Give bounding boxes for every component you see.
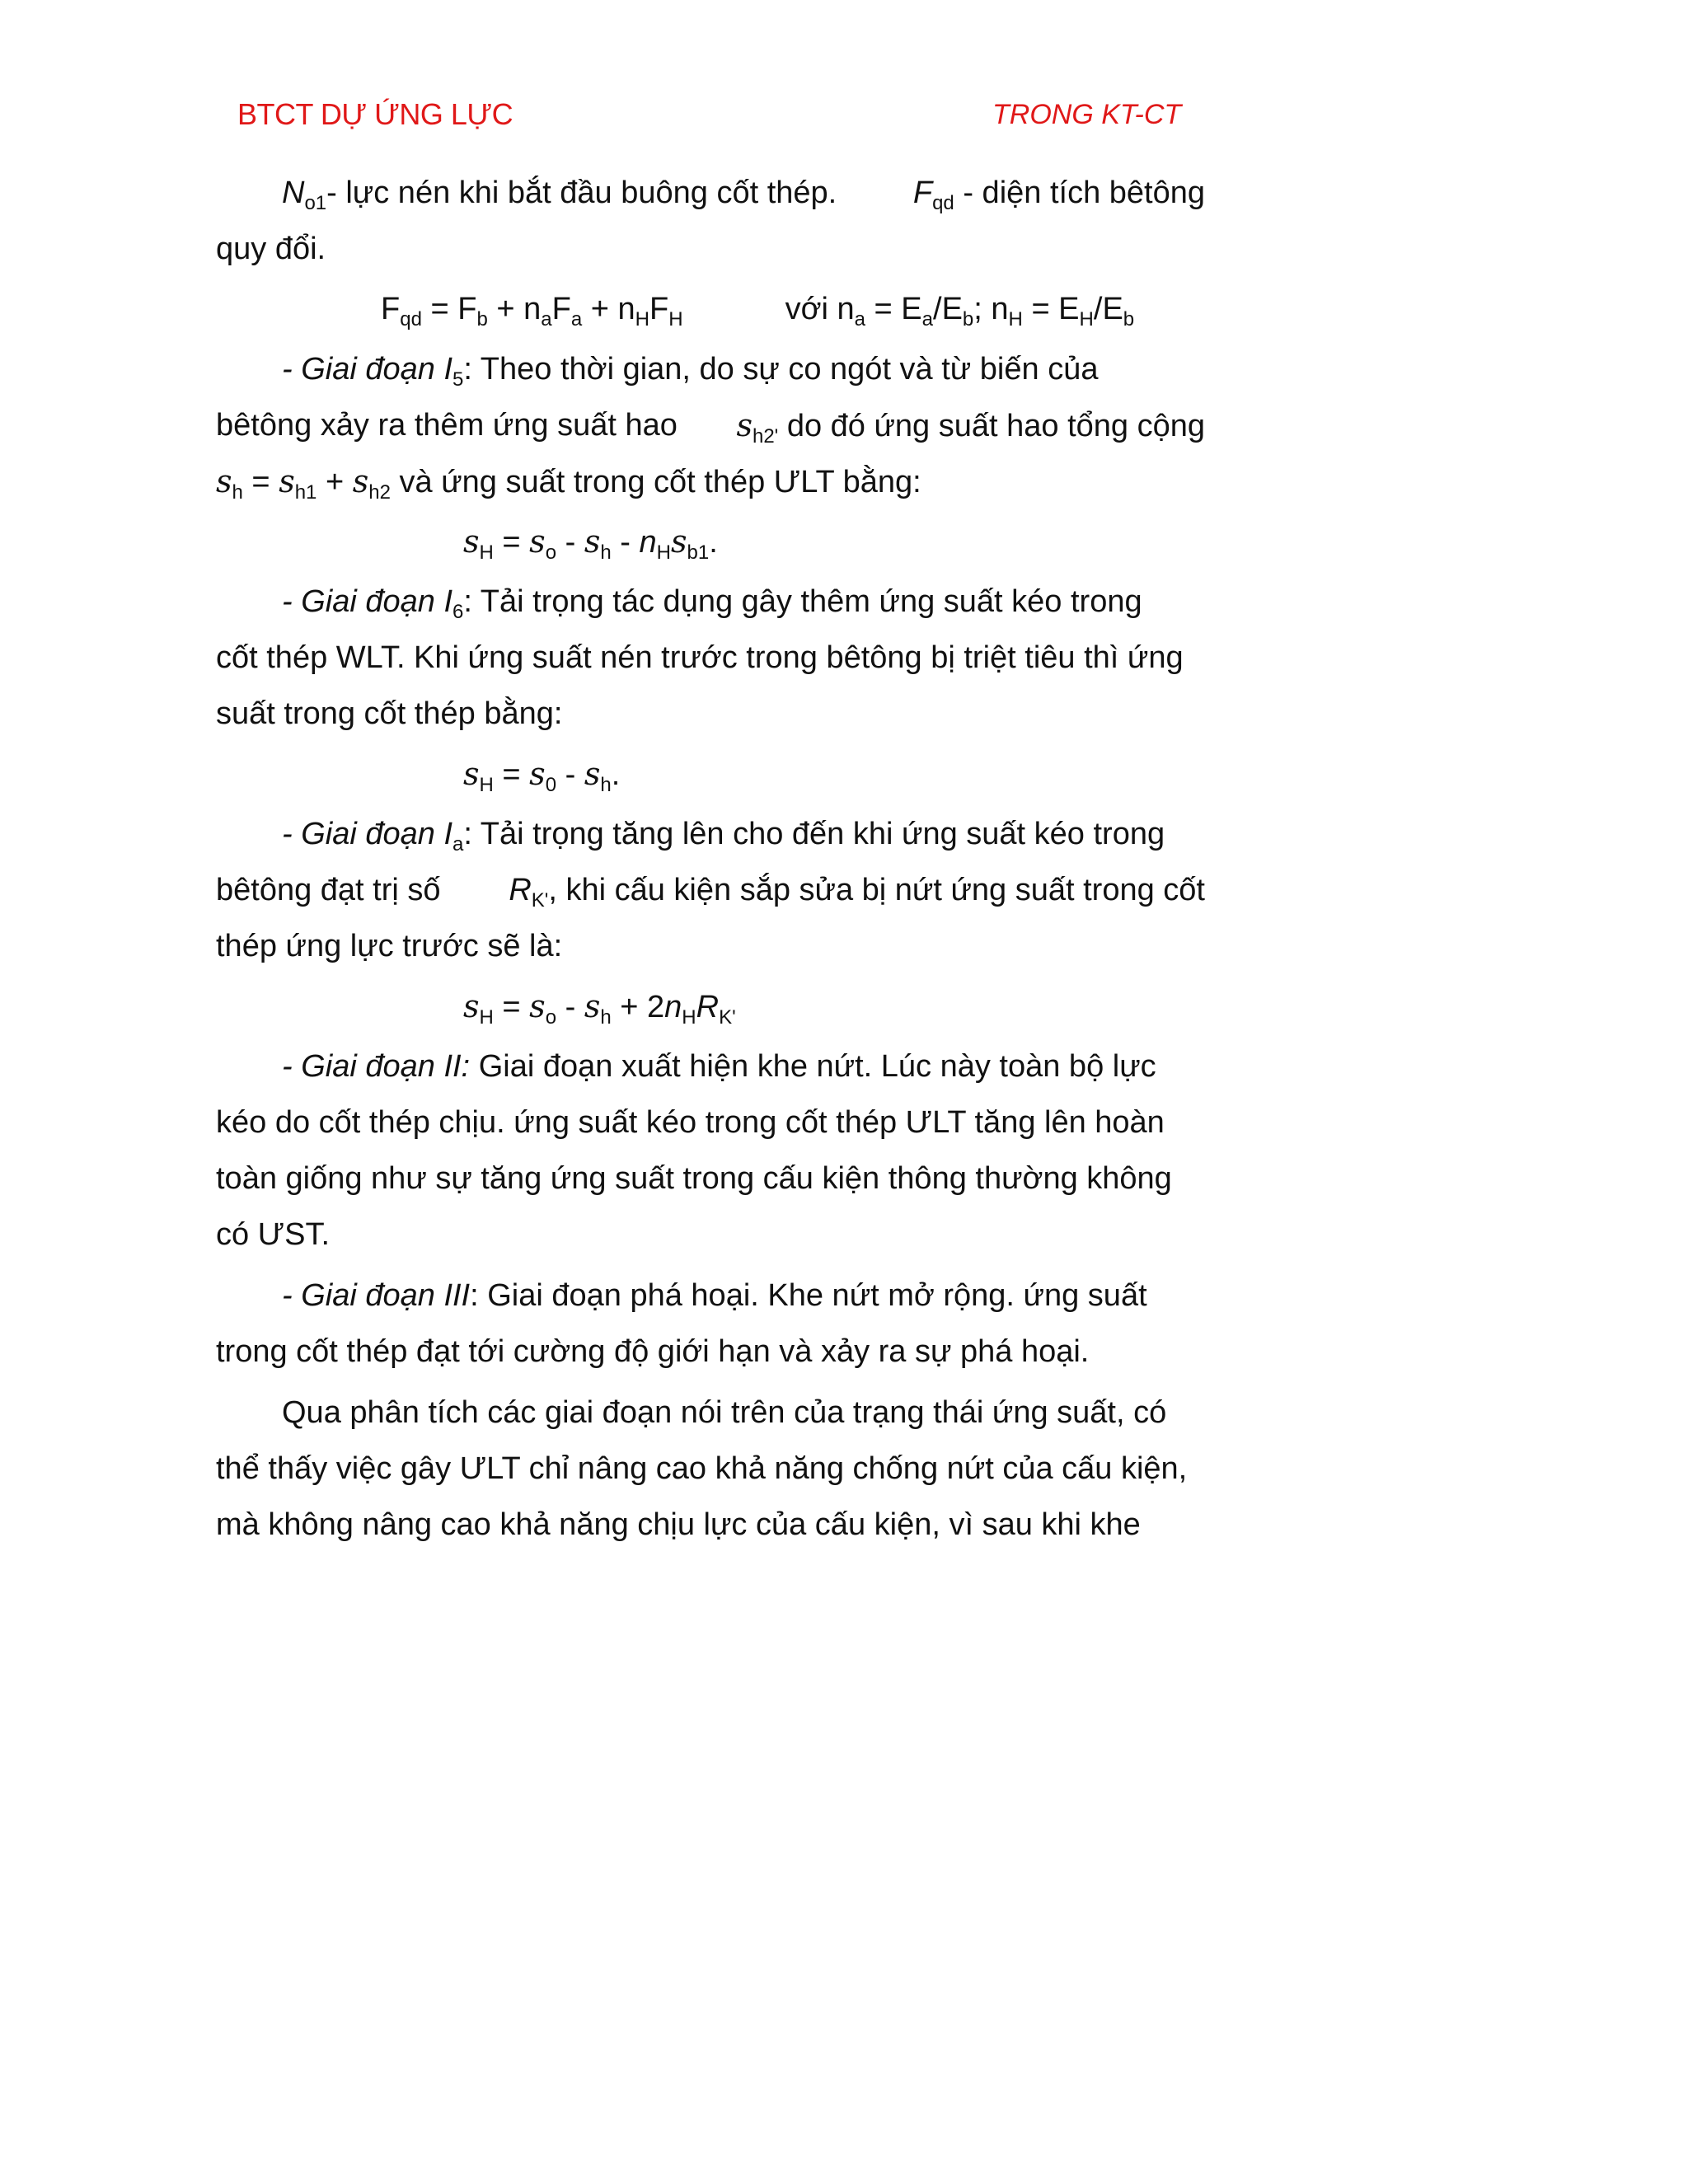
text-line (216, 221, 1205, 277)
text-line: - Giai đoạn $I_5$: Theo thời gian, do sự co ngót và từ biến của (282, 352, 1099, 391)
text-fragment: : Giai đoạn phá hoại. Khe nứt mở rộng. ứng suất (470, 1278, 1147, 1313)
text-fragment: kéo do cốt thép chịu. ứng suất kéo trong cốt thép ƯLT tăng lên hoàn (216, 1105, 1165, 1140)
formula-part: = E (1031, 292, 1080, 326)
text-line (216, 1324, 1205, 1380)
text-fragment: bêtông đạt trị số (216, 873, 441, 907)
text-fragment: , khi cấu kiện sắp sửa bị nứt ứng suất trong cốt (548, 873, 1205, 907)
text-fragment: : Theo thời gian, do sự co ngót và từ biến của (463, 352, 1099, 387)
formula-part: = E (874, 292, 922, 326)
text-line: bêtông đạt trị số $R_{K'}$, khi cấu kiện sắp sửa bị nứt ứng suất trong cốt (216, 862, 1205, 918)
text-fragment: : Tải trọng tăng lên cho đến khi ứng suất kéo trong (463, 817, 1165, 851)
formula-sigma-h-2: $s_H = s_0 - s_h$. (463, 756, 621, 796)
formula-fqd: $F_{qd} = F_b + n_aF_a + n_HF_H$ với $n_a = E_a/E_b$; $n_H = E_H/E_b$ (381, 292, 1135, 330)
formula-part: + n (496, 292, 542, 326)
text-line (216, 630, 1205, 686)
text-fragment: : Tải trọng tác dụng gây thêm ứng suất kéo trong (463, 584, 1142, 619)
text-fragment: trong cốt thép đạt tới cường độ giới hạn và xảy ra sự phá hoại. (216, 1334, 1090, 1369)
stage-label: - Giai đoạn I (282, 817, 452, 851)
page-header (0, 97, 1688, 137)
stage-label: - Giai đoạn II: (282, 1049, 471, 1084)
text-line (216, 1151, 1205, 1207)
text-line: - Giai đoạn $I_a$: Tải trọng tăng lên cho đến khi ứng suất kéo trong (282, 817, 1165, 855)
text-line (216, 918, 1205, 974)
text-line (216, 1497, 1205, 1553)
document-body (216, 165, 1205, 1553)
text-fragment: thể thấy việc gây ƯLT chỉ nâng cao khả năng chống nứt của cấu kiện, (216, 1451, 1188, 1486)
text-line: $s_h = s_{h1} + s_{h2}$ và ứng suất trong cốt thép ƯLT bằng: (216, 463, 921, 504)
text-fragment: quy đổi. (216, 232, 326, 266)
text-line (216, 1094, 1205, 1151)
text-fragment: - diện tích bêtông (963, 176, 1205, 210)
text-fragment: cốt thép WLT. Khi ứng suất nén trước trong bêtông bị triệt tiêu thì ứng (216, 640, 1184, 675)
text-line: bêtông xảy ra thêm ứng suất hao $s_{h2'}$ do đó ứng suất hao tổng cộng (216, 397, 1205, 453)
text-line (216, 1038, 1205, 1094)
text-fragment: Giai đoạn xuất hiện khe nứt. Lúc này toàn bộ lực (478, 1049, 1156, 1084)
formula-part: + n (590, 292, 635, 326)
text-fragment: mà không nâng cao khả năng chịu lực của cấu kiện, vì sau khi khe (216, 1507, 1141, 1542)
text-fragment: do đó ứng suất hao tổng cộng (786, 409, 1205, 443)
text-fragment: - lực nén khi bắt đầu buông cốt thép. (326, 176, 837, 210)
formula-sigma-h-3: $s_H = s_o - s_h + 2n_HR_{K'}$ (463, 988, 736, 1029)
text-fragment: suất trong cốt thép bằng: (216, 696, 563, 731)
text-fragment: và ứng suất trong cốt thép ƯLT bằng: (399, 465, 921, 499)
text-fragment: có ƯST. (216, 1217, 331, 1252)
header-title-right: TRONG KT-CT (992, 99, 1182, 130)
text-fragment: thép ứng lực trước sẽ là: (216, 929, 563, 963)
formula-part: ; n (973, 292, 1009, 326)
stage-label: - Giai đoạn III (282, 1278, 471, 1313)
text-fragment: Qua phân tích các giai đoạn nói trên của trạng thái ứng suất, có (282, 1395, 1167, 1430)
formula-part: với n (785, 292, 855, 326)
stage-label: - Giai đoạn I (282, 584, 452, 619)
stage-label: - Giai đoạn I (282, 352, 452, 387)
formula-sigma-h-1: $s_H = s_o - s_h - n_Hs_{b1}$. (463, 523, 718, 564)
text-line: $N_{o1}-$ lực nén khi bắt đầu buông cốt thép. $F_{qd}$ - diện tích bêtông (282, 176, 1205, 214)
text-line (216, 1385, 1205, 1441)
formula-part: = F (430, 292, 477, 326)
text-line: - Giai đoạn $I_6$: Tải trọng tác dụng gây thêm ứng suất kéo trong (282, 584, 1142, 623)
text-fragment: toàn giống như sự tăng ứng suất trong cấu kiện thông thường không (216, 1161, 1172, 1196)
text-line (216, 1441, 1205, 1497)
text-line (216, 686, 1205, 742)
text-line (216, 1207, 1205, 1263)
header-title-left: BTCT DỰ ỨNG LỰC (237, 97, 513, 131)
text-line (216, 1268, 1205, 1324)
text-fragment: bêtông xảy ra thêm ứng suất hao (216, 408, 678, 443)
